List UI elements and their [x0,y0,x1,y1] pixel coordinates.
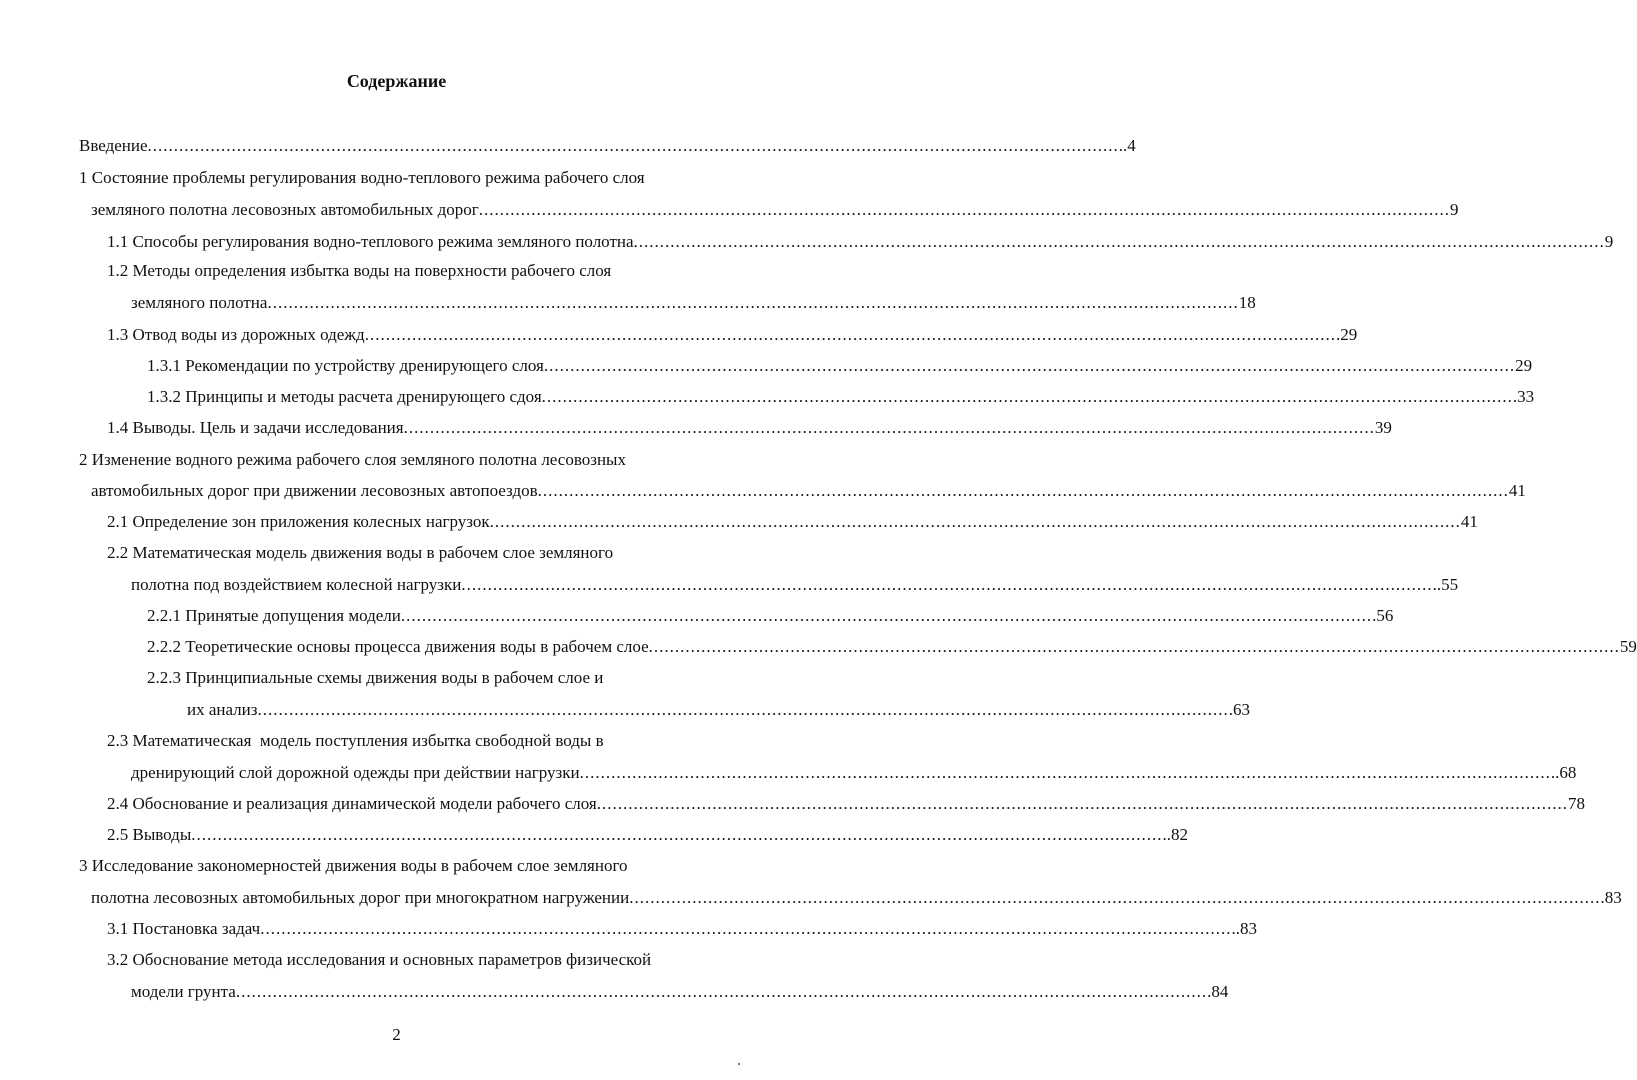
toc-entry [107,916,1257,942]
leader-dots: ......................................................................................................................................................................................... [400,606,1373,625]
entry-text: их анализ [187,700,258,719]
entry-text: 2.2 Математическая модель движения воды в рабочем слое земляного [107,543,614,562]
entry-text: 2.2.3 Принципиальные схемы движения воды в рабочем слое и [147,668,604,687]
page-ref: 18 [1238,293,1256,312]
toc-entry [107,258,759,284]
entry-text: полотна под воздействием колесной нагрузки [131,575,462,594]
entry-text: 2 Изменение водного режима рабочего слоя земляного полотна лесовозных [79,450,626,469]
toc-entry [147,634,1637,660]
page-ref: 78 [1568,794,1586,813]
toc-entry [131,979,1229,1005]
page-ref: ..82 [1162,825,1189,844]
toc-entry [91,478,1526,504]
leader-dots: ......................................................................................................................................................................................... [267,293,1239,312]
leader-dots: ......................................................................................................................................................................................... [403,418,1375,437]
page-number: 2 [392,1025,401,1044]
page-ref: .84 [1207,982,1229,1001]
entry-text: 3.1 Постановка задач [107,919,261,938]
toc-entry [79,165,759,191]
page-title: Содержание [346,71,447,91]
entry-text: 1.4 Выводы. Цель и задачи исследования [107,418,404,437]
entry-text: земляного полотна лесовозных автомобильных дорог [91,200,479,219]
leader-dots: ......................................................................................................................................................................................... [541,387,1513,406]
leader-dots: ......................................................................................................................................................................................... [489,512,1461,531]
leader-dots: ......................................................................................................................................................................................... [633,232,1605,251]
toc-entry [107,509,1478,535]
entry-text: 1.3 Отвод воды из дорожных одежд [107,325,365,344]
entry-text: 2.3 Математическая модель поступления избытка свободной воды в [107,731,604,750]
leader-dots: ......................................................................................................................................................................................... [543,356,1516,375]
entry-text: 1.2 Методы определения избытка воды на поверхности рабочего слоя [107,261,612,280]
entry-text: 3.2 Обоснование метода исследования и основных параметров физической [107,950,652,969]
toc-entry [131,572,1459,598]
toc-entry [107,322,1358,348]
leader-dots: ......................................................................................................................................................................................... [235,982,1208,1001]
scan-speck [738,1063,740,1065]
toc-entry [107,791,1586,817]
leader-dots: ......................................................................................................................................................................................... [461,575,1433,594]
page-ref: 9 [1604,232,1614,251]
toc-entry [107,947,759,973]
entry-text: 1.3.1 Рекомендации по устройству дренирующего слоя [147,356,544,375]
entry-text: 2.1 Определение зон приложения колесных нагрузок [107,512,490,531]
page-ref: 41 [1460,512,1478,531]
toc-entry [79,447,759,473]
page-ref: .29 [1335,325,1358,344]
entry-text: 2.2.2 Теоретические основы процесса движения воды в рабочем слое [147,637,649,656]
toc-entry [91,197,1459,223]
toc-entry [131,760,1577,786]
toc-entry [107,229,1614,255]
leader-dots: ......................................................................................................................................................................................... [478,200,1450,219]
page-ref: .33 [1512,387,1535,406]
toc-entry [91,885,1622,911]
entry-text: земляного полотна [131,293,268,312]
entry-text: Введение [79,136,148,155]
toc-entry [79,133,1136,159]
leader-dots: ......................................................................................................................................................................................... [579,763,1551,782]
page-ref: ..4 [1118,136,1136,155]
page-ref: ..55 [1432,575,1459,594]
leader-dots: ......................................................................................................................................................................................... [260,919,1232,938]
page-ref: 41 [1508,481,1526,500]
entry-text: 1.1 Способы регулирования водно-теплового режима земляного полотна [107,232,634,251]
entry-text: модели грунта [131,982,236,1001]
page-ref: 29 [1515,356,1533,375]
leader-dots: ......................................................................................................................................................................................... [364,325,1336,344]
toc-entry [147,384,1535,410]
toc-entry [187,697,1250,723]
entry-text: автомобильных дорог при движении лесовозных автопоездов [91,481,538,500]
page-ref: .63 [1228,700,1250,719]
leader-dots: ......................................................................................................................................................................................... [191,825,1163,844]
toc-entry [107,822,1189,848]
page-ref: 59 [1619,637,1637,656]
page-ref: .83 [1600,888,1622,907]
entry-text: 1.3.2 Принципы и методы расчета дренирующего сдоя [147,387,542,406]
toc-entry [107,415,1392,441]
entry-text: 2.4 Обоснование и реализация динамической модели рабочего слоя [107,794,597,813]
entry-text: 2.2.1 Принятые допущения модели [147,606,401,625]
leader-dots: ......................................................................................................................................................................................... [147,136,1119,155]
entry-text: 3 Исследование закономерностей движения воды в рабочем слое земляного [79,856,628,875]
toc-entry [107,540,759,566]
entry-text: полотна лесовозных автомобильных дорог при многократном нагружении [91,888,630,907]
page-ref: ..83 [1231,919,1257,938]
entry-text: 1 Состояние проблемы регулирования водно-теплового режима рабочего слоя [79,168,645,187]
entry-text: дренирующий слой дорожной одежды при действии нагрузки [131,763,580,782]
leader-dots: ......................................................................................................................................................................................... [596,794,1569,813]
leader-dots: ......................................................................................................................................................................................... [648,637,1620,656]
toc-entry [79,853,759,879]
page-ref: .56 [1372,606,1394,625]
toc-entry [131,290,1256,316]
toc-entry [147,603,1394,629]
leader-dots: ......................................................................................................................................................................................... [537,481,1509,500]
page-ref: 39 [1374,418,1392,437]
leader-dots: ......................................................................................................................................................................................... [629,888,1601,907]
page-ref: 9 [1449,200,1459,219]
entry-text: 2.5 Выводы [107,825,192,844]
leader-dots: ......................................................................................................................................................................................... [257,700,1229,719]
toc-entry [147,665,759,691]
toc-entry [147,353,1533,379]
page-ref: ..68 [1550,763,1577,782]
toc-entry [107,728,759,754]
